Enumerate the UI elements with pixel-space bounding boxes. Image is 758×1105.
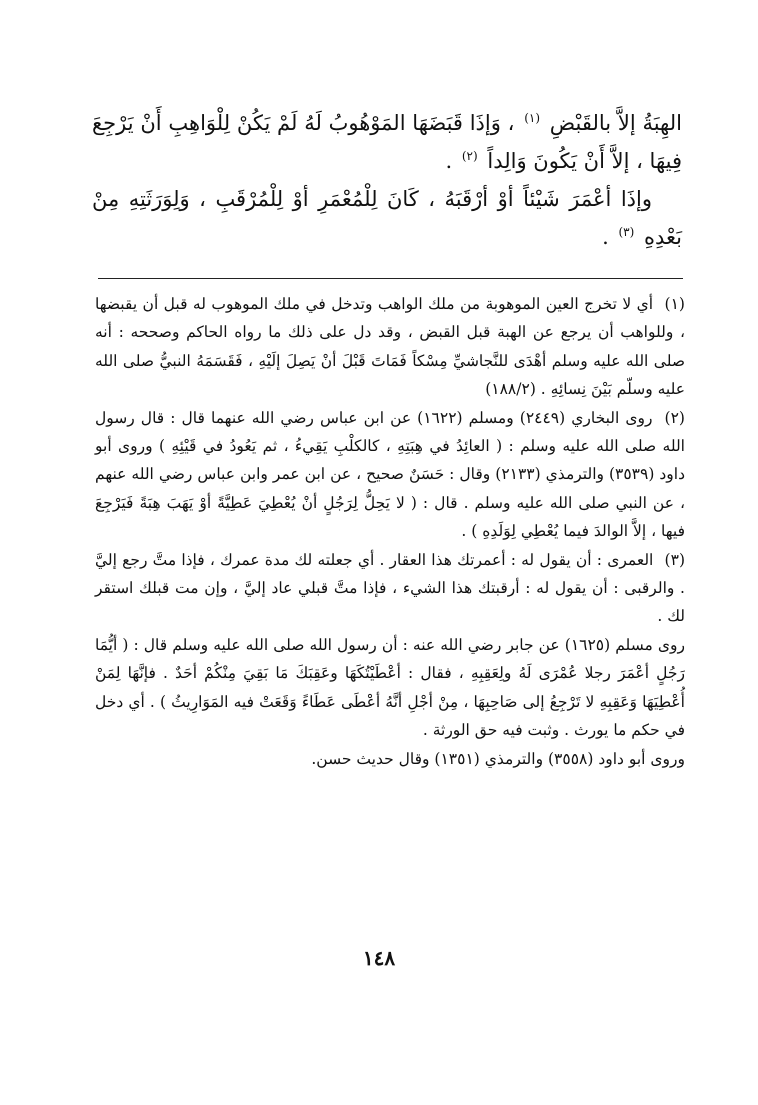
footnote-1-number: (١) — [664, 295, 685, 313]
main-paragraph-1-rest: ، وَإذَا قَبَضَهَا المَوْهُوبُ لَهُ لَمْ يَكُنْ لِلْوَاهِبِ أَنْ يَرْجِعَ فِيهَا ، إلاَّ أَنْ يَكُونَ وَالِداً — [92, 111, 682, 173]
footnote-3 — [95, 546, 685, 631]
footnote-1-text: أي لا تخرج العين الموهوبة من ملك الواهب وتدخل في ملك الموهوب له قبل أن يقبضها ، وللواهب أن يرجع عن الهبة قبل القبض ، وقد دل على ذلك ما رواه الحاكم وصححه : أنه صلى الله عليه وسلم أهْدَى للنَّجاشيِّ مِسْكاً فَمَاتَ قَبْلَ أنْ يَصِلَ إلَيْهِ ، فَقَسَمَهُ النبيُّ صلى الله عليه وسلّم بَيْنَ نِسائِهِ . (١٨٨/٢) — [95, 295, 685, 399]
footnote-2 — [95, 404, 685, 546]
footnote-2-number: (٢) — [664, 408, 685, 427]
footnote-ref-1[interactable]: (١) — [524, 111, 541, 125]
footnote-2-text: روى البخاري (٢٤٤٩) ومسلم (١٦٢٢) عن ابن عباس رضي الله عنهما قال : قال رسول الله صلى الله عليه وسلم : ( العائِدُ في هِبَتِهِ ، كالكلْبِ يَقِيءُ ، ثم يَعُودُ في قَيْئِهِ ) وروى أبو داود (٣٥٣٩) والترمذي (٢١٣٣) وقال : حَسَنٌ صحيح ، عن ابن عمر وابن عباس رضي الله عنهم ، عن النبي صلى الله عليه وسلم . قال : ( لا يَحِلُّ لِرَجُلٍ أنْ يُعْطِيَ عَطِيَّةً أوْ يَهَبَ هِبَةً فَيَرْجِعَ فيها ، إلاَّ الوالدَ فيما يُعْطِي لِوَلَدِهِ ) . — [95, 408, 685, 541]
footnote-ref-2[interactable]: (٢) — [461, 149, 478, 163]
main-paragraph-2-end: . — [602, 225, 609, 249]
main-paragraph-1 — [92, 104, 682, 180]
main-paragraph-2 — [92, 180, 682, 256]
page-number: ١٤٨ — [362, 946, 396, 970]
footnote-1 — [95, 290, 685, 404]
footnote-ref-3[interactable]: (٣) — [618, 225, 635, 239]
footnote-divider — [98, 278, 683, 279]
footnote-3-text: العمرى : أن يقول له : أعمرتك هذا العقار . أي جعلته لك مدة عمرك ، فإذا متَّ رجع إليَّ . والرقبى : أن يقول له : أرقبتك هذا الشيء ، فإذا متَّ قبلي عاد إليَّ ، وإن مت قبلك استقر لك . — [95, 550, 685, 626]
main-text — [92, 104, 682, 256]
footnote-3-hadith: روى مسلم (١٦٢٥) عن جابر رضي الله عنه : أن رسول الله صلى الله عليه وسلم قال : ( أيُّمَا رَجُلٍ أعْمَرَ رجلا عُمْرَى لَهُ ولِعَقِبِهِ ، فقال : أعْطَيْتُكَهَا وعَقِبَكَ مَا بَقِيَ مِنْكُمْ أحَدٌ . فإنَّهَا لِمَنْ أُعْطِيَهَا وَعَقِبِهِ لا تَرْجِعُ إلى صَاحِبِهَا ، مِنْ أجْلِ أنَّهُ أعْطَى عَطَاءً وَقَعَتْ فيه المَوَارِيثُ ) . أي دخل في حكم ما يورث . وثبت فيه حق الورثة . — [95, 635, 685, 740]
main-paragraph-2-text: وإذَا أعْمَرَ شَيْئاً أوْ أرْقَبَهُ ، كَانَ لِلْمُعْمَرِ أوْ لِلْمُرْقَبِ ، وَلِوَرَثَتِهِ مِنْ بَعْدِهِ — [92, 187, 682, 249]
footnote-3-number: (٣) — [664, 550, 685, 569]
main-paragraph-1-start: الهِبَةُ إلاَّ بالقَبْضِ — [549, 111, 682, 135]
footnote-3-reference: وروى أبو داود (٣٥٥٨) والترمذي (١٣٥١) وقال حديث حسن. — [311, 749, 685, 768]
footnotes — [95, 290, 685, 773]
main-paragraph-1-end: . — [445, 149, 453, 173]
